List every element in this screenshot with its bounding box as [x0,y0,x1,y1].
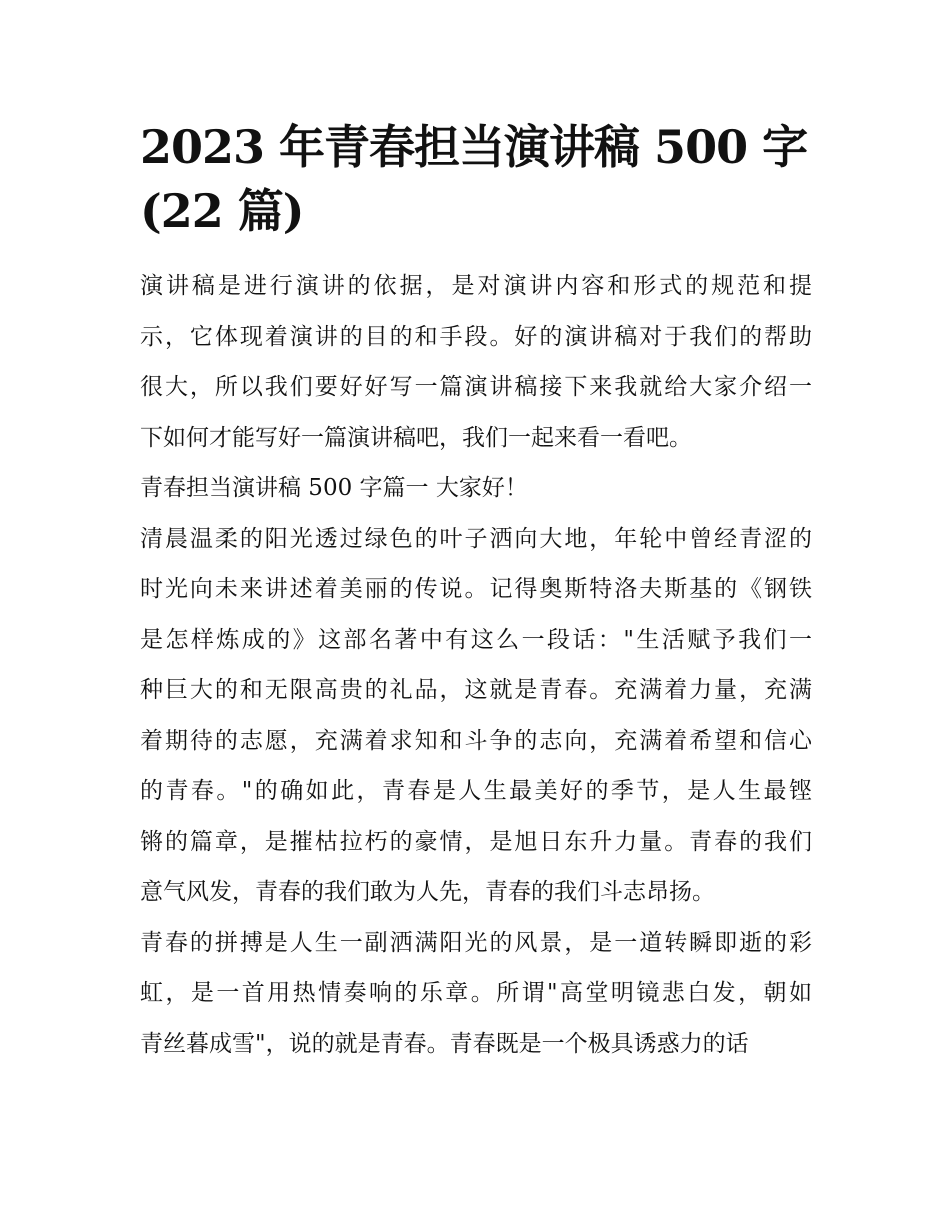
text-line: 青丝暮成雪"，说的就是青春。青春既是一个极具诱惑力的话 [140,1030,749,1057]
text-line: 清晨温柔的阳光透过绿色的叶子洒向大地，年轮中曾经青涩的 [140,525,812,552]
document-page [140,115,812,1069]
text-line: 意气风发，青春的我们敢为人先，青春的我们斗志昂扬。 [140,879,715,905]
text-line: 锵的篇章，是摧枯拉朽的豪情，是旭日东升力量。青春的我们 [140,828,812,855]
document-body [140,261,812,1069]
paragraph [140,463,812,514]
text-line: 很大，所以我们要好好写一篇演讲稿接下来我就给大家介绍一 [140,374,812,400]
document-title [140,115,812,243]
title-line-1: 2023 年青春担当演讲稿 500 字 [140,120,808,174]
paragraph [140,261,812,463]
text-line: 着期待的志愿，充满着求知和斗争的志向，充满着希望和信心 [140,727,812,754]
text-line: 演讲稿是进行演讲的依据，是对演讲内容和形式的规范和提 [140,273,812,299]
text-line: 种巨大的和无限高贵的礼品，这就是青春。充满着力量，充满 [140,677,812,703]
paragraph [140,918,812,1070]
paragraph [140,514,812,918]
text-line: 示，它体现着演讲的目的和手段。好的演讲稿对于我们的帮助 [140,323,812,350]
text-line: 是怎样炼成的》这部名著中有这么一段话："生活赋予我们一 [140,626,812,653]
text-line: 时光向未来讲述着美丽的传说。记得奥斯特洛夫斯基的《钢铁 [140,576,812,602]
text-line: 青春担当演讲稿 500 字篇一 大家好！ [140,475,528,501]
title-line-2: (22 篇) [140,184,304,238]
text-line: 的青春。"的确如此，青春是人生最美好的季节，是人生最铿 [140,778,812,804]
text-line: 下如何才能写好一篇演讲稿吧，我们一起来看一看吧。 [140,424,692,451]
text-line: 青春的拼搏是人生一副洒满阳光的风景，是一道转瞬即逝的彩 [140,929,812,956]
text-line: 虹，是一首用热情奏响的乐章。所谓"高堂明镜悲白发，朝如 [140,980,812,1006]
